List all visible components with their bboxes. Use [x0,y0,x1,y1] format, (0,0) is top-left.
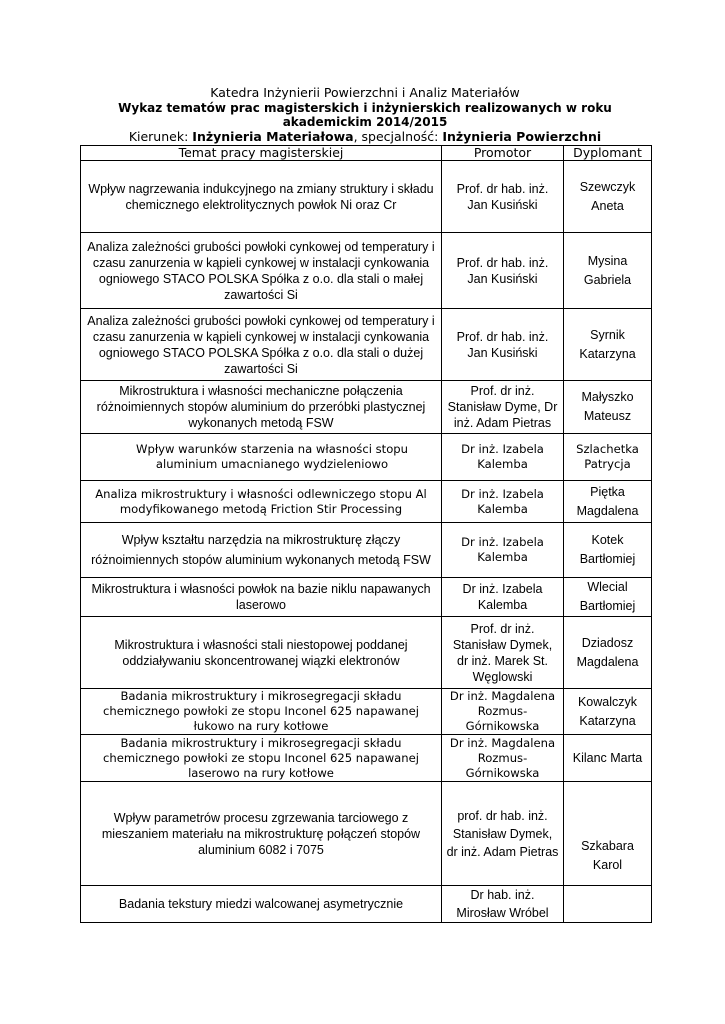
student-cell: Szkabara Karol [564,782,652,886]
student-cell: Mysina Gabriela [564,233,652,309]
field-value: Inżynieria Materiałowa [192,129,354,144]
promotor-cell: Dr inż. Magdalena Rozmus-Górnikowska [442,689,564,735]
document-title-line-1: Wykaz tematów prac magisterskich i inżynierskich realizowanych w roku [118,101,612,115]
table-row [81,481,652,523]
promotor-cell: Prof. dr hab. inż. Jan Kusiński [442,309,564,381]
student-cell: Kowalczyk Katarzyna [564,689,652,735]
topic-cell: Analiza mikrostruktury i własności odlewniczego stopu Al modyfikowanego metodą Friction Stir Processing [81,481,442,523]
table-row [81,434,652,481]
student-cell: Szlachetka Patrycja [564,434,652,481]
table-header-row [81,146,652,161]
topic-cell: Wpływ nagrzewania indukcyjnego na zmiany struktury i składu chemicznego elektrolitycznych powłok Ni oraz Cr [81,161,442,233]
table-row [81,381,652,434]
student-cell: Małyszko Mateusz [564,381,652,434]
table-row [81,617,652,689]
table-row [81,886,652,923]
topic-cell: Wpływ warunków starzenia na własności stopu aluminium umacnianego wydzieleniowo [81,434,442,481]
field-label: Kierunek: [128,129,189,144]
topic-cell: Wpływ kształtu narzędzia na mikrostrukturę złączy różnoimiennych stopów aluminium wykonanych metodą FSW [81,523,442,578]
column-header-student: Dyplomant [564,146,652,161]
table-row [81,735,652,782]
student-cell: Kilanc Marta [564,735,652,782]
promotor-cell: Dr inż. Izabela Kalemba [442,481,564,523]
table-row [81,233,652,309]
topic-cell: Mikrostruktura i własności powłok na bazie niklu napawanych laserowo [81,578,442,617]
promotor-cell: Prof. dr hab. inż. Jan Kusiński [442,233,564,309]
specialty-value: Inżynieria Powierzchni [442,129,602,144]
student-cell [564,886,652,923]
topic-cell: Analiza zależności grubości powłoki cynkowej od temperatury i czasu zanurzenia w kąpieli cynkowej w instalacji cynkowania ogniowego STACO POLSKA Spółka z o.o. dla stali o dużej zawartości Si [81,309,442,381]
field-of-study-line [80,130,650,144]
table-row [81,689,652,735]
topic-cell: Badania tekstury miedzi walcowanej asymetrycznie [81,886,442,923]
promotor-cell: prof. dr hab. inż. Stanisław Dymek, dr inż. Adam Pietras [442,782,564,886]
promotor-cell: Dr hab. inż. Mirosław Wróbel [442,886,564,923]
topic-cell: Badania mikrostruktury i mikrosegregacji składu chemicznego powłoki ze stopu Inconel 625 napawanej łukowo na rury kotłowe [81,689,442,735]
topics-table [80,145,652,923]
student-cell: Wlecial Bartłomiej [564,578,652,617]
promotor-cell: Dr inż. Izabela Kalemba [442,434,564,481]
table-row [81,523,652,578]
topic-cell: Analiza zależności grubości powłoki cynkowej od temperatury i czasu zanurzenia w kąpieli cynkowej w instalacji cynkowania ogniowego STACO POLSKA Spółka z o.o. dla stali o małej zawartości Si [81,233,442,309]
table-row [81,578,652,617]
document-title-line-2: akademickim 2014/2015 [282,115,448,129]
promotor-cell: Dr inż. Izabela Kalemba [442,523,564,578]
specialty-label: , specjalność: [353,129,439,144]
department-heading: Katedra Inżynierii Powierzchni i Analiz Materiałów [210,85,520,100]
student-cell: Kotek Bartłomiej [564,523,652,578]
promotor-cell: Prof. dr hab. inż. Jan Kusiński [442,161,564,233]
topic-cell: Mikrostruktura i własności mechaniczne połączenia różnoimiennych stopów aluminium do przeróbki plastycznej wykonanych metodą FSW [81,381,442,434]
promotor-cell: Dr inż. Magdalena Rozmus-Górnikowska [442,735,564,782]
topic-cell: Mikrostruktura i własności stali niestopowej poddanej oddziaływaniu skoncentrowanej wiązki elektronów [81,617,442,689]
column-header-topic: Temat pracy magisterskiej [81,146,442,161]
table-row [81,161,652,233]
student-cell: Dziadosz Magdalena [564,617,652,689]
student-cell: Piętka Magdalena [564,481,652,523]
table-row [81,782,652,886]
student-cell: Szewczyk Aneta [564,161,652,233]
promotor-cell: Prof. dr inż. Stanisław Dymek, dr inż. Marek St. Węglowski [442,617,564,689]
topic-cell: Badania mikrostruktury i mikrosegregacji składu chemicznego powłoki ze stopu Inconel 625 napawanej laserowo na rury kotłowe [81,735,442,782]
topic-cell: Wpływ parametrów procesu zgrzewania tarciowego z mieszaniem materiału na mikrostrukturę połączeń stopów aluminium 6082 i 7075 [81,782,442,886]
table-row [81,309,652,381]
column-header-promotor: Promotor [442,146,564,161]
promotor-cell: Prof. dr inż. Stanisław Dyme, Dr inż. Adam Pietras [442,381,564,434]
promotor-cell: Dr inż. Izabela Kalemba [442,578,564,617]
student-cell: Syrnik Katarzyna [564,309,652,381]
